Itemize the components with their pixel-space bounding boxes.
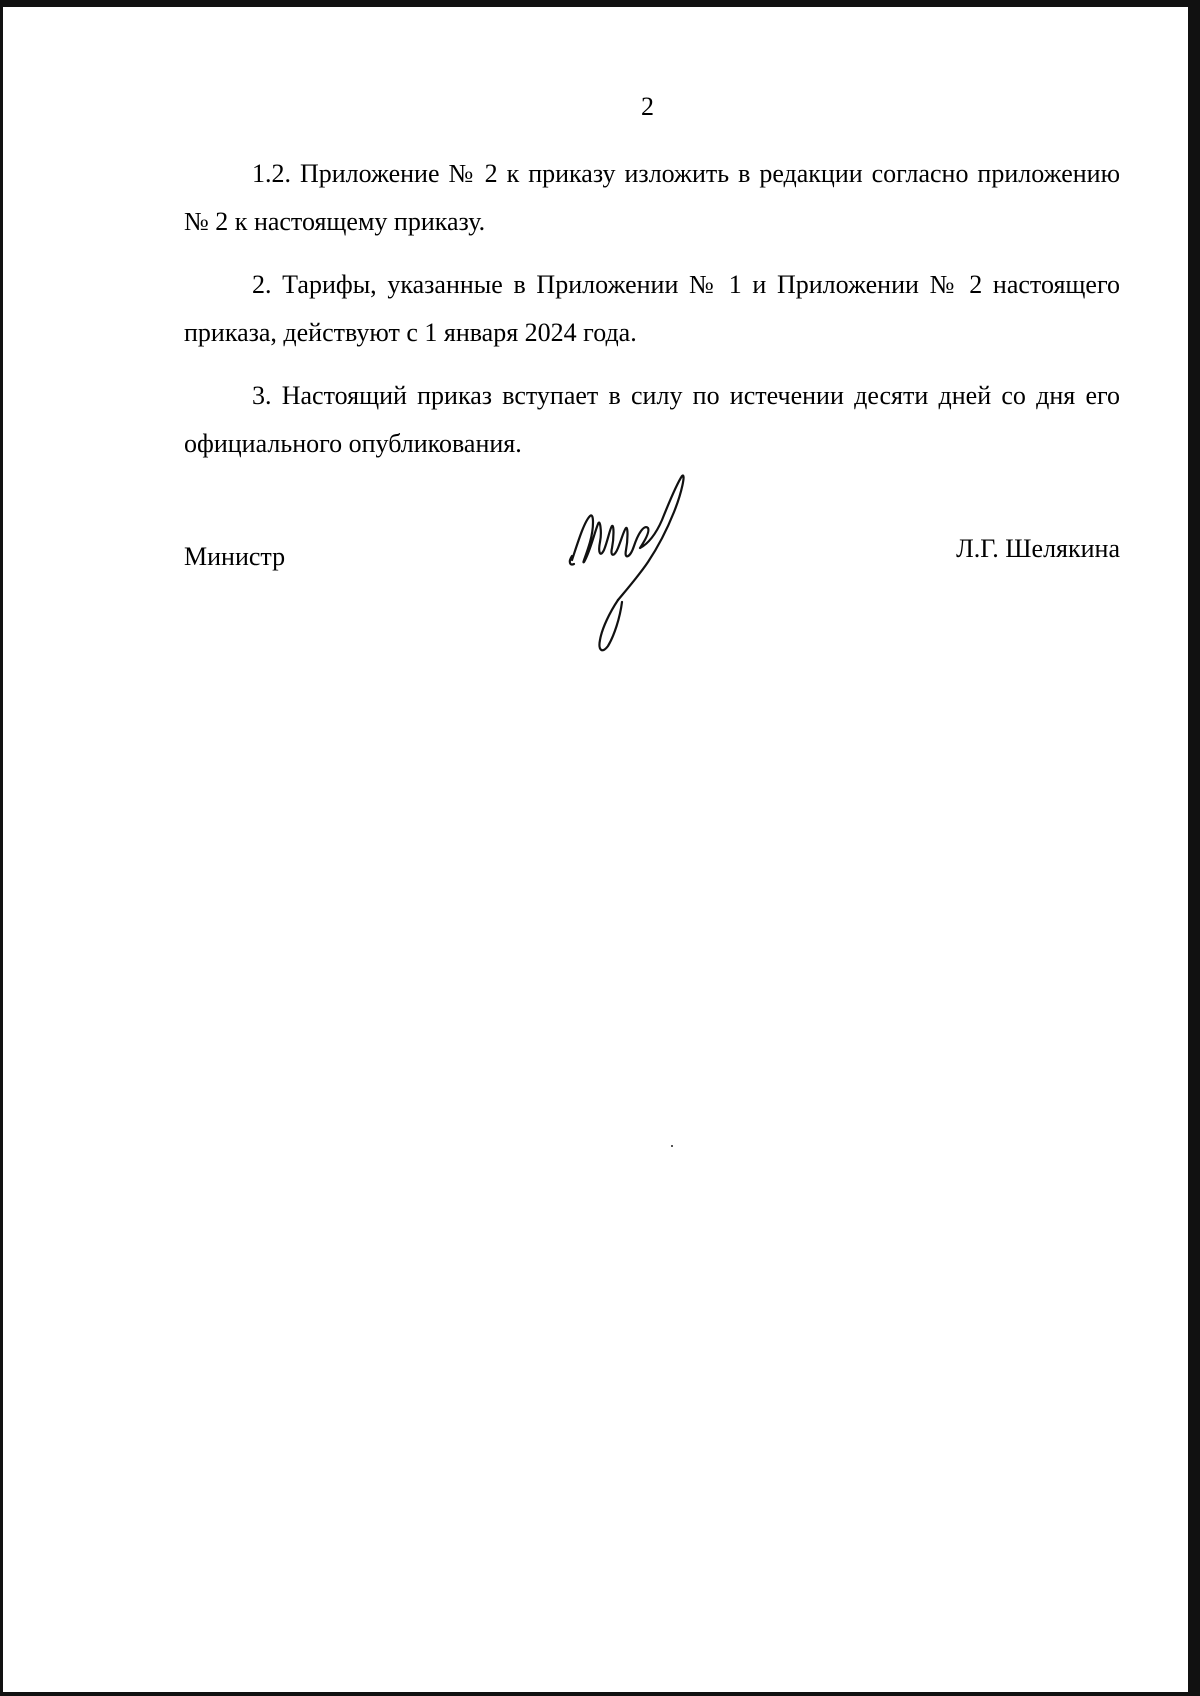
- signer-name: Л.Г. Шелякина: [956, 534, 1120, 563]
- paragraph-1-2: 1.2. Приложение № 2 к приказу изложить в редакции согласно приложению № 2 к настоящему приказу.: [184, 159, 1120, 236]
- document-body: [184, 150, 1120, 483]
- paragraph-3: 3. Настоящий приказ вступает в силу по истечении десяти дней со дня его официального опубликования.: [184, 381, 1120, 458]
- paragraph-2: 2. Тарифы, указанные в Приложении № 1 и Приложении № 2 настоящего приказа, действуют с 1 января 2024 года.: [184, 270, 1120, 347]
- scan-speck: [671, 1145, 673, 1147]
- page-number: 2: [641, 92, 654, 121]
- signature-block: [184, 460, 1120, 660]
- handwritten-signature: [564, 472, 704, 652]
- signer-position: Министр: [184, 542, 286, 571]
